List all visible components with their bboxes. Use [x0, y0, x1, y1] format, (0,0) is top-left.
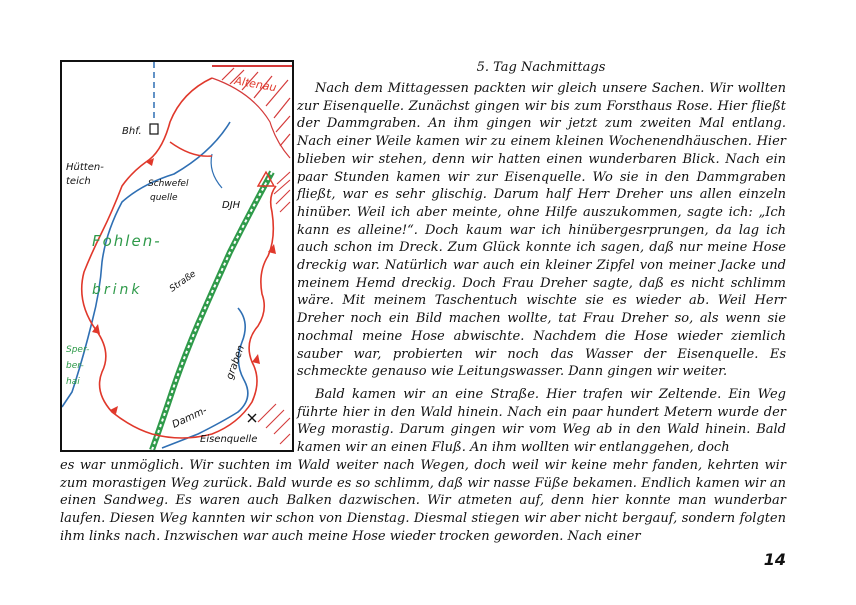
label-hai: hai — [66, 377, 80, 387]
label-quelle: quelle — [150, 193, 178, 203]
label-huetten: Hütten- — [66, 162, 104, 173]
label-eisenquelle: Eisenquelle — [200, 434, 258, 445]
label-strasse: Straße — [167, 269, 199, 295]
forest-hatching-mid — [274, 172, 290, 212]
paragraph-2: Bald kamen wir an eine Straße. Hier trafen wir Zeltende. Ein Weg führte hier in den Wald hinein. Nach ein paar hundert Metern wurde der Weg morastig. Darum gingen wir vom Weg ab in den Wald hinein. Bald kamen wir an einen Fluß. An ihm wollten wir entlanggehen, doch — [297, 387, 786, 456]
hiking-route — [82, 78, 276, 438]
label-graben: graben — [224, 343, 247, 382]
forest-hatching-bottom — [258, 404, 290, 444]
road-line — [152, 172, 272, 450]
label-altenau: Altenau — [233, 74, 278, 95]
label-ber: ber- — [66, 361, 84, 371]
label-teich: teich — [66, 176, 91, 187]
page-number: 14 — [763, 550, 786, 569]
label-schwefel: Schwefel — [148, 179, 189, 189]
label-fohlen: Fohlen- — [92, 232, 162, 250]
map-drawing — [62, 62, 292, 450]
label-bhf: Bhf. — [122, 126, 142, 137]
eisenquelle-marker — [248, 414, 256, 422]
station-marker — [150, 124, 158, 134]
paragraph-1: Nach dem Mittagessen packten wir gleich unsere Sachen. Wir wollten zur Eisenquelle. Zunächst gingen wir bis zum Forsthaus Rose. Hier fließt der Dammgraben. An ihm gingen wir jetzt zum zweiten Mal entlang. Nach einer Weile kamen wir zu einem kleinen Wochenendhäuschen. Hier blieben wir stehen, denn wir hatten einen wunderbaren Blick. Nach ein paar Stunden kamen wir zur Eisenquelle. Wo sie in den Dammgraben fließt, war es sehr glischig. Darum half Herr Dreher uns allen einzeln hinüber. Weil ich aber meinte, ohne Hilfe auszukommen, sagte ich: „Ich kann es alleine!“. Doch kaum war ich hinübergesrprungen, da lag ich auch schon im Dreck. Zum Glück konnte ich sagen, daß nur meine Hose dreckig war. Natürlich war auch ein kleiner Zipfel von meiner Jacke und meinem Hemd dreckig. Doch Frau Dreher sagte, daß es nicht schlimm wäre. Mit meinem Taschentuch wischte sie es wieder ab. Weil Herr Dreher noch ein Bild machen wollte, tat Frau Dreher so, als wenn sie nochmal meine Hose abwischte. Nachdem die Hose wieder ziemlich sauber war, probierten wir noch das Wasser der Eisenquelle. Es schmeckte genauso wie Leitungswasser. Dann gingen wir weiter. — [297, 81, 786, 380]
label-brink: brink — [92, 282, 143, 298]
label-sper: Sper- — [66, 345, 90, 355]
section-heading: 5. Tag Nachmittags — [476, 60, 606, 75]
label-djh: DJH — [222, 200, 241, 211]
label-damm: Damm- — [170, 405, 209, 431]
paragraph-3: es war unmöglich. Wir suchten im Wald weiter nach Wegen, doch weil wir keine mehr fanden, kehrten wir zum morastigen Weg zurück. Bald wurde es so schlimm, daß wir nasse Füße bekamen. Endlich kamen wir an einen Sandweg. Es waren auch Balken dazwischen. Wir atmeten auf, denn hier konnte man wunderbar laufen. Diesen Weg kannten wir schon von Dienstag. Diesmal stiegen wir aber nicht bergauf, sondern folgten ihm links nach. Inzwischen war auch meine Hose wieder trocken geworden. Nach einer — [60, 458, 786, 544]
hand-drawn-map — [60, 60, 294, 452]
